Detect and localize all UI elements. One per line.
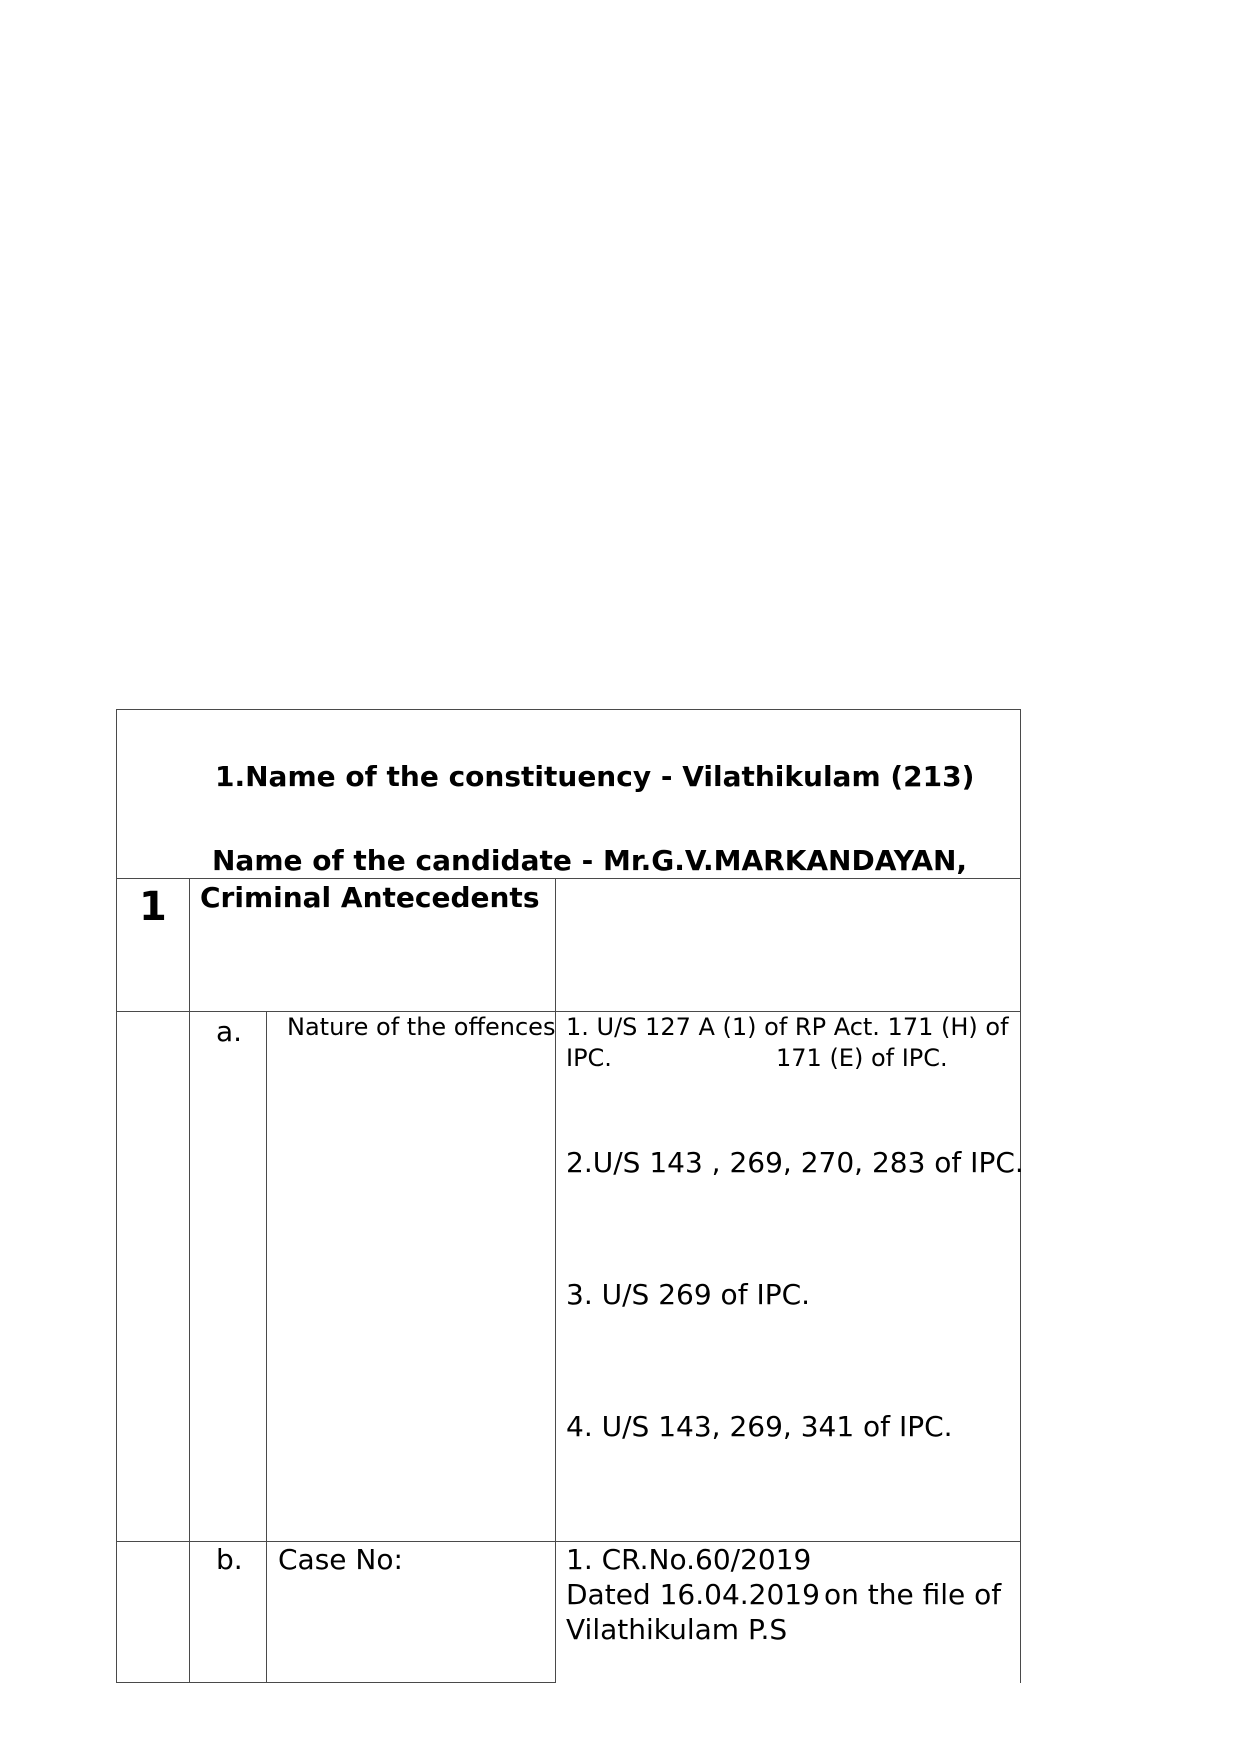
number-column-border <box>189 878 190 1683</box>
candidate-heading: Name of the candidate - Mr.G.V.MARKANDAYAN, <box>212 844 968 877</box>
offence-entry-2: 2.U/S 143 , 269, 270, 283 of IPC. <box>566 1146 1024 1179</box>
table-right-border <box>1020 709 1021 1683</box>
offence-entry-3: 3. U/S 269 of IPC. <box>566 1278 811 1311</box>
offence-entry-4: 4. U/S 143, 269, 341 of IPC. <box>566 1410 953 1443</box>
table-top-border <box>116 709 1021 710</box>
row-a-label: a. <box>216 1015 243 1048</box>
row-a-bottom-border <box>116 1541 1021 1542</box>
offence-entry-1-line-1: 1. U/S 127 A (1) of RP Act. 171 (H) of <box>566 1013 1009 1041</box>
row-a-field-label: Nature of the offences <box>287 1013 556 1041</box>
case-file-of: on the file of <box>824 1578 1002 1611</box>
section-bottom-border <box>116 1011 1021 1012</box>
header-bottom-border <box>116 878 1021 879</box>
section-number: 1 <box>139 884 167 930</box>
row-b-field-label: Case No: <box>278 1543 403 1576</box>
value-column-border <box>555 878 556 1683</box>
case-number: 1. CR.No.60/2019 <box>566 1543 812 1576</box>
row-b-label: b. <box>216 1543 243 1576</box>
case-date: Dated 16.04.2019 <box>566 1578 820 1611</box>
label-column-border <box>266 1011 267 1683</box>
constituency-heading: 1.Name of the constituency - Vilathikulam (213) <box>215 760 975 793</box>
police-station: Vilathikulam P.S <box>566 1613 788 1646</box>
offence-entry-1-line-2a: IPC. <box>566 1044 612 1072</box>
section-title: Criminal Antecedents <box>200 881 540 914</box>
table-left-border <box>116 709 117 1683</box>
row-b-bottom-border <box>116 1682 556 1683</box>
offence-entry-1-line-2b: 171 (E) of IPC. <box>776 1044 948 1072</box>
